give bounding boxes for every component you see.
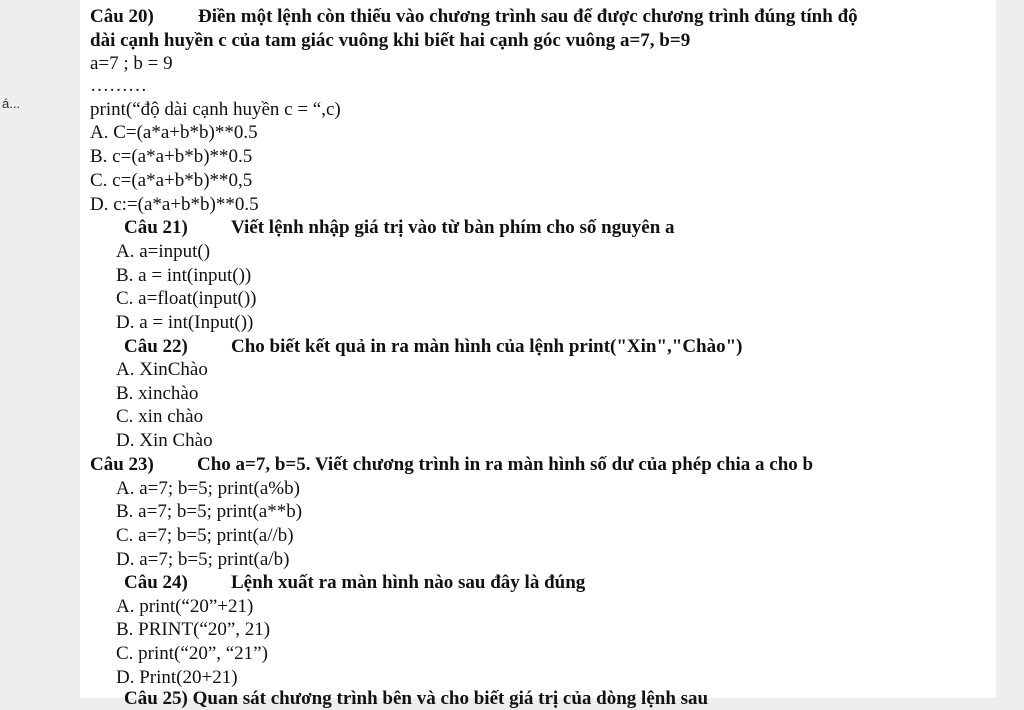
q22-option-b: B. xinchào [116,383,199,404]
q22-heading [124,336,742,358]
q20-heading [90,6,858,28]
q24-number: Câu 24) [124,572,188,593]
q20-option-c: C. c=(a*a+b*b)**0,5 [90,170,253,191]
q21-option-d: D. a = int(Input()) [116,312,254,333]
q24-option-a: A. print(“20”+21) [116,596,254,617]
q22-text: Cho biết kết quả in ra màn hình của lệnh print("Xin","Chào") [231,336,743,357]
document-page [80,0,996,709]
q23-number: Câu 23) [90,454,154,475]
q20-option-b: B. c=(a*a+b*b)**0.5 [90,146,253,167]
q23-option-c: C. a=7; b=5; print(a//b) [116,525,294,546]
q25-heading-partial: Câu 25) Quan sát chương trình bên và cho biết giá trị của dòng lệnh sau [124,688,709,709]
q20-number: Câu 20) [90,6,154,27]
q21-option-c: C. a=float(input()) [116,288,257,309]
q22-option-a: A. XinChào [116,359,208,380]
q20-text-2: dài cạnh huyền c của tam giác vuông khi biết hai cạnh góc vuông a=7, b=9 [90,30,691,51]
q24-heading [124,572,585,594]
q24-option-d: D. Print(20+21) [116,667,238,688]
side-note: á... [2,96,21,111]
q24-option-c: C. print(“20”, “21”) [116,643,268,664]
q23-text: Cho a=7, b=5. Viết chương trình in ra màn hình số dư của phép chia a cho b [197,454,814,475]
q24-option-b: B. PRINT(“20”, 21) [116,619,271,640]
q20-text: Điền một lệnh còn thiếu vào chương trình sau để được chương trình đúng tính độ [198,6,858,27]
q21-text: Viết lệnh nhập giá trị vào từ bàn phím cho số nguyên a [231,217,675,238]
q20-option-a: A. C=(a*a+b*b)**0.5 [90,122,258,143]
q23-heading [90,454,813,476]
q23-option-a: A. a=7; b=5; print(a%b) [116,478,300,499]
q24-text: Lệnh xuất ra màn hình nào sau đây là đúng [231,572,586,593]
q22-number: Câu 22) [124,336,188,357]
q21-option-b: B. a = int(input()) [116,265,252,286]
q21-number: Câu 21) [124,217,188,238]
q22-option-c: C. xin chào [116,406,204,427]
q20-code-2: print(“độ dài cạnh huyền c = “,c) [90,99,341,120]
q21-option-a: A. a=input() [116,241,211,262]
q20-code-1: a=7 ; b = 9 [90,53,173,74]
q23-option-d: D. a=7; b=5; print(a/b) [116,549,290,570]
q20-blank: ……… [90,75,147,96]
q21-heading [124,217,675,239]
q22-option-d: D. Xin Chào [116,430,213,451]
q20-option-d: D. c:=(a*a+b*b)**0.5 [90,194,259,215]
q23-option-b: B. a=7; b=5; print(a**b) [116,501,303,522]
